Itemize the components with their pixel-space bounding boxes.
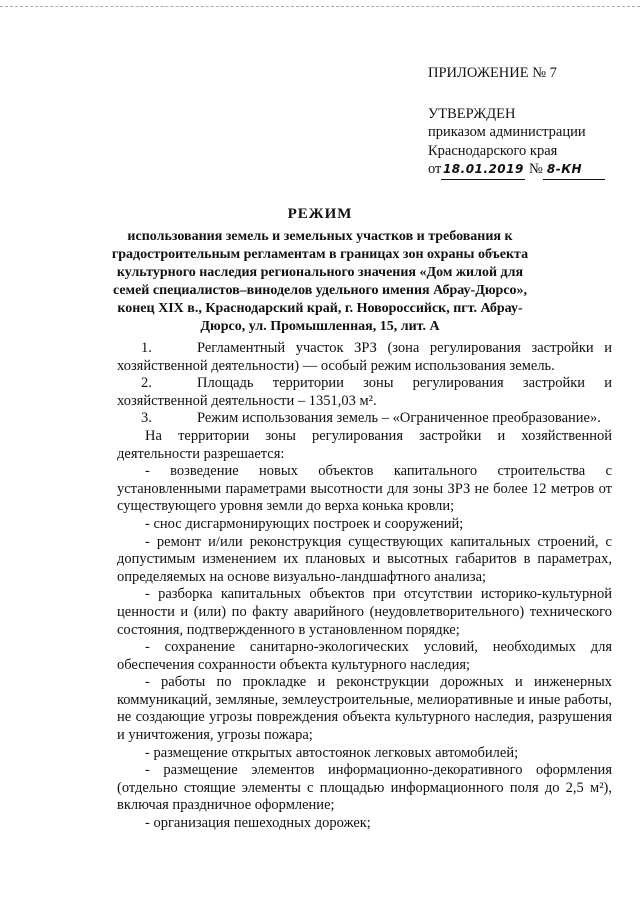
scan-edge-line bbox=[0, 6, 640, 9]
paragraph-3-text: Режим использования земель – «Ограниченное преобразование». bbox=[197, 410, 601, 427]
document-body bbox=[117, 340, 612, 833]
paragraph-2-number: 2. bbox=[141, 375, 152, 392]
handwritten-date: 18.01.2019 bbox=[441, 160, 525, 180]
list-item: - возведение новых объектов капитального строительства с установленными параметрами высотности для зоны ЗРЗ не более 12 метров от существующего уровня земли до верха конька кровли; bbox=[117, 463, 612, 515]
paragraph-2-text: Площадь территории зоны регулирования застройки и хозяйственной деятельности – 1351,03 м². bbox=[117, 375, 612, 409]
paragraph-1-number: 1. bbox=[141, 340, 152, 356]
approved-label: УТВЕРЖДЕН bbox=[428, 105, 516, 122]
allowed-intro: На территории зоны регулирования застройки и хозяйственной деятельности разрешается: bbox=[117, 427, 612, 462]
list-item: - ремонт и/или реконструкция существующих капитальных строений, с допустимым изменением их плановых и высотных габаритов в параметрах, определяемых на основе визуально-ландшафтного анализа; bbox=[117, 533, 612, 585]
list-item: - организация пешеходных дорожек; bbox=[145, 815, 371, 832]
appendix-label: ПРИЛОЖЕНИЕ № 7 bbox=[428, 65, 557, 81]
paragraph-1 bbox=[117, 340, 612, 375]
paragraph-3 bbox=[117, 410, 612, 428]
list-item: - работы по прокладке и реконструкции дорожных и инженерных коммуникаций, земляные, землеустроительные, мелиоративные и иные работы, не создающие угрозы повреждения объекта культурного наследия, разрушения и уничтожения, угрозы пожара; bbox=[117, 674, 612, 744]
order-date-line bbox=[428, 160, 628, 180]
paragraph-3-number: 3. bbox=[141, 410, 152, 427]
list-item: - разборка капитальных объектов при отсутствии историко-культурной ценности и (или) по факту аварийного (неудовлетворительного) технического состояния, подтвержденного в установленном порядке; bbox=[117, 586, 612, 638]
order-line-1: приказом администрации bbox=[428, 124, 586, 140]
paragraph-2 bbox=[117, 375, 612, 410]
list-item: - сохранение санитарно-экологических условий, необходимых для обеспечения сохранности объекта культурного наследия; bbox=[117, 639, 612, 673]
document-title: РЕЖИМ bbox=[287, 206, 353, 222]
number-prefix: № bbox=[529, 161, 543, 177]
approval-block bbox=[428, 64, 628, 180]
paragraph-1-text: Регламентный участок ЗРЗ (зона регулирования застройки и хозяйственной деятельности) — особый режим использования земель. bbox=[117, 340, 612, 374]
list-item: - размещение элементов информационно-декоративного оформления (отдельно стоящие элементы с площадью информационного поля до 2,5 м²), включая праздничное оформление; bbox=[117, 762, 612, 814]
order-line-2: Краснодарского края bbox=[428, 142, 558, 159]
handwritten-number: 8-КН bbox=[543, 160, 605, 180]
list-item: - размещение открытых автостоянок легковых автомобилей; bbox=[145, 744, 519, 761]
list-item: - снос дисгармонирующих построек и сооружений; bbox=[145, 515, 464, 532]
date-prefix: от bbox=[428, 161, 442, 177]
document-subtitle: использования земель и земельных участков и требования к градостроительным регламентам в границах зон охраны объекта культурного наследия регионального значения «Дом жилой для семей специалистов–виноделов удельного имения Абрау-Дюрсо», конец XIX в., Краснодарский край, г. Новороссийск, пгт. Абрау-Дюрсо, ул. Промышленная, 15, лит. А bbox=[111, 229, 529, 334]
